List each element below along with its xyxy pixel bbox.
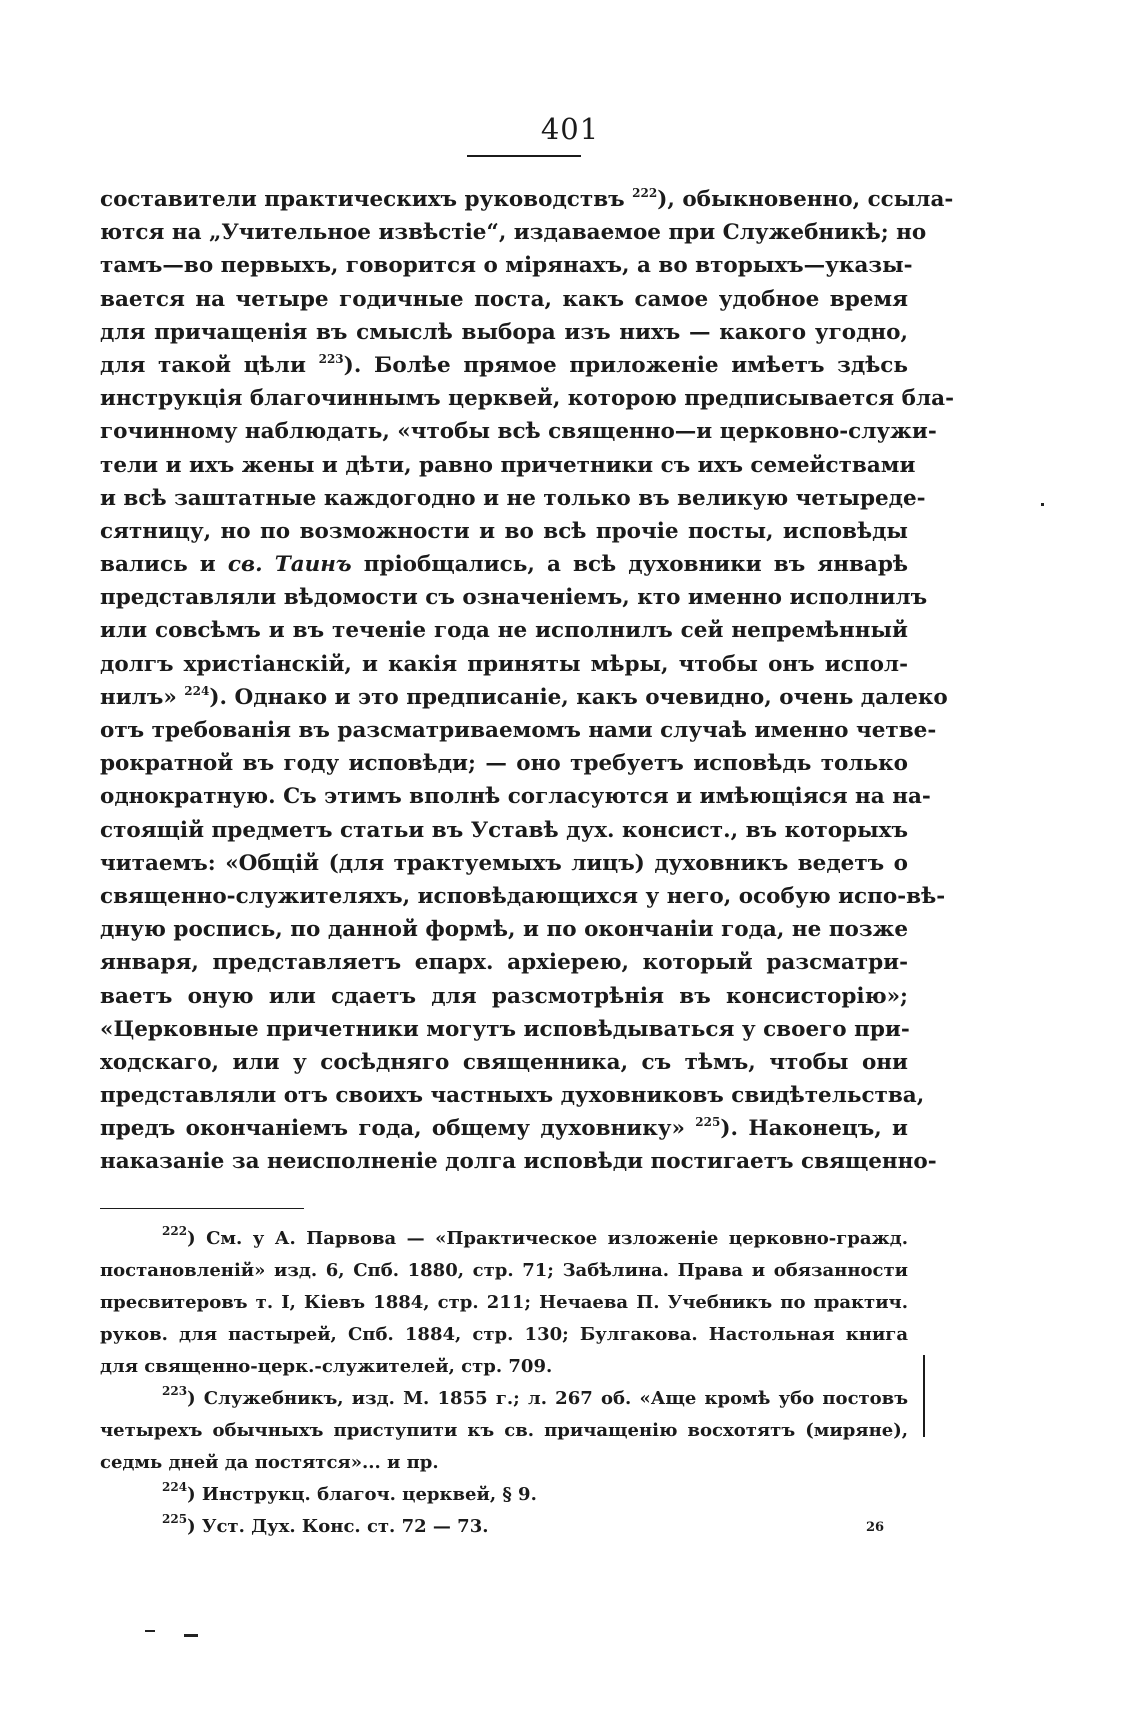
page-number: 401 (540, 112, 600, 146)
footnote-line: пресвитеровъ т. I, Кіевъ 1884, стр. 211; Нечаева П. Учебникъ по практич. (100, 1292, 908, 1313)
footnote-ref: 223 (162, 1384, 188, 1398)
body-line: января, представляетъ епарх. архіерею, который разсматри- (100, 950, 908, 976)
page-number-rule (467, 155, 581, 157)
body-line: дную роспись, по данной формѣ, и по окончаніи года, не позже (100, 917, 908, 943)
body-line: тамъ—во первыхъ, говорится о мірянахъ, а во вторыхъ—указы- (100, 253, 913, 279)
body-line: представляли отъ своихъ частныхъ духовниковъ свидѣтельства, (100, 1083, 925, 1109)
italic-text: св. Таинъ (227, 552, 352, 578)
body-line: для такой цѣли $^{223}$). Болѣе прямое приложеніе имѣетъ здѣсь (100, 351, 908, 378)
body-line: «Церковные причетники могутъ исповѣдываться у своего при- (100, 1016, 910, 1042)
body-line: или совсѣмъ и въ теченіе года не исполнилъ сей непремѣнный (100, 618, 908, 644)
body-text (100, 183, 955, 1179)
footnote-ref: 225 (695, 1115, 721, 1130)
body-line: сятницу, но по возможности и во всѣ прочіе посты, исповѣды (100, 518, 908, 544)
margin-mark (923, 1355, 925, 1437)
footnote-line: для священно-церк.-служителей, стр. 709. (100, 1356, 553, 1377)
ink-speck (145, 1630, 155, 1632)
printer-signature: 26 (866, 1520, 885, 1535)
body-line: читаемъ: «Общій (для трактуемыхъ лицъ) духовникъ ведетъ о (100, 850, 908, 876)
footnote-line: постановленій» изд. 6, Спб. 1880, стр. 71; Забѣлина. Права и обязанности (100, 1260, 908, 1281)
body-line: вается на четыре годичные поста, какъ самое удобное время (100, 286, 908, 312)
body-line: и всѣ заштатные каждогодно и не только въ великую четыреде- (100, 485, 926, 511)
footnote-ref: 225 (162, 1512, 188, 1526)
body-line: ваетъ оную или сдаетъ для разсмотрѣнія въ консисторію»; (100, 983, 908, 1009)
body-line: вались и св. Таинъ пріобщались, а всѣ духовники въ январѣ (100, 552, 908, 578)
body-line: однократную. Съ этимъ вполнѣ согласуются и имѣющіяся на на- (100, 784, 931, 810)
ink-speck (1041, 503, 1044, 506)
body-line: для причащенія въ смыслѣ выбора изъ нихъ — какого угодно, (100, 319, 908, 345)
body-line: наказаніе за неисполненіе долга исповѣди постигаетъ священно- (100, 1149, 937, 1175)
body-line: отъ требованія въ разсматриваемомъ нами случаѣ именно четве- (100, 718, 937, 743)
footnote-ref: 224 (162, 1480, 188, 1494)
footnote-line: $^{224}$) Инструкц. благоч. церквей, § 9. (162, 1480, 537, 1505)
footnote-ref: 223 (318, 351, 344, 366)
footnote-ref: 222 (632, 186, 658, 200)
footnote-line: $^{223}$) Служебникъ, изд. М. 1855 г.; л. 267 об. «Аще кромѣ убо постовъ (162, 1384, 908, 1409)
footnote-ref: 224 (184, 683, 210, 698)
body-line: представляли вѣдомости съ означеніемъ, кто именно исполнилъ (100, 585, 928, 611)
footnote-line: $^{225}$) Уст. Дух. Конс. ст. 72 — 73. (162, 1512, 489, 1537)
footnotes (100, 1223, 908, 1543)
body-line: инструкція благочиннымъ церквей, которою предписывается бла- (100, 386, 955, 412)
body-line: рократной въ году исповѣди; — оно требуетъ исповѣдь только (100, 751, 908, 777)
body-line: предъ окончаніемъ года, общему духовнику» $^{225}$). Наконецъ, и (100, 1115, 909, 1142)
body-line: составители практическихъ руководствъ $^{222}$), обыкновенно, ссыла- (100, 186, 954, 212)
body-line: стоящій предметъ статьи въ Уставѣ дух. консист., въ которыхъ (100, 817, 908, 843)
body-line: нилъ» $^{224}$). Однако и это предписаніе, какъ очевидно, очень далеко (100, 683, 948, 710)
body-line: священно-служителяхъ, исповѣдающихся у него, особую испо-вѣ- (100, 883, 946, 909)
footnote-line: руков. для пастырей, Спб. 1884, стр. 130; Булгакова. Настольная книга (100, 1324, 908, 1345)
footnote-ref: 222 (162, 1224, 188, 1238)
footnote-line: седмь дней да постятся»... и пр. (100, 1452, 439, 1473)
body-line: ются на „Учительное извѣстіе“, издаваемое при Служебникѣ; но (100, 220, 927, 246)
body-line: ходскаго, или у сосѣдняго священника, съ тѣмъ, чтобы они (100, 1049, 908, 1075)
footnote-line: $^{222}$) См. у А. Парвова — «Практическое изложеніе церковно-гражд. (162, 1224, 908, 1249)
ink-speck (184, 1634, 198, 1637)
body-line: гочинному наблюдать, «чтобы всѣ священно—и церковно-служи- (100, 419, 937, 445)
body-line: долгъ христіанскій, и какія приняты мѣры, чтобы онъ испол- (100, 651, 908, 677)
footnote-separator (100, 1208, 304, 1209)
body-line: тели и ихъ жены и дѣти, равно причетники съ ихъ семействами (100, 452, 916, 478)
footnote-line: четырехъ обычныхъ приступити къ св. причащенію восхотятъ (миряне), (100, 1420, 908, 1441)
